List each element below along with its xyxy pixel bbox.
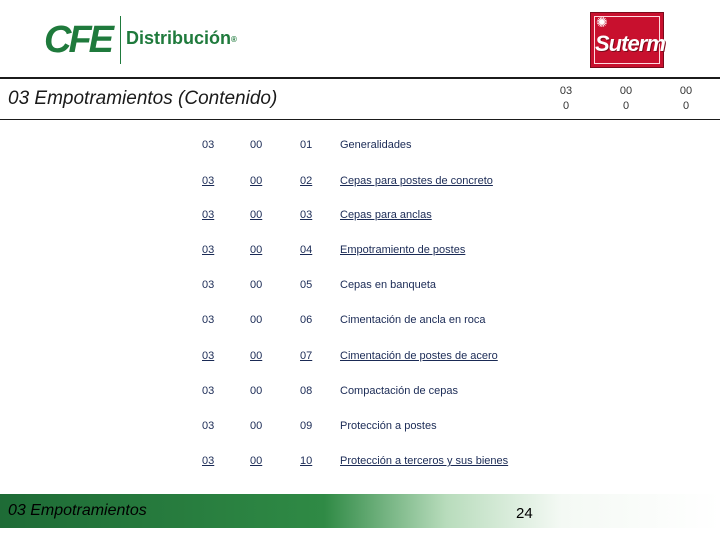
cfe-subtitle-text: Distribución [126,28,232,48]
row-code-3: 06 [300,314,313,326]
row-code-2[interactable]: 00 [250,209,263,221]
header-rule-top [0,77,720,79]
row-code-3[interactable]: 03 [300,209,313,221]
row-link[interactable]: Cepas para postes de concreto [340,175,493,187]
row-code-3: 05 [300,279,313,291]
page-title: 03 Empotramientos (Contenido) [8,88,278,109]
row-code-2: 00 [250,385,263,397]
row-label: Protección a postes [340,420,437,432]
row-code-1[interactable]: 03 [202,244,215,256]
suterm-wordmark: Suterm [595,31,665,56]
footer-bar [0,494,720,528]
row-label: Cimentación de ancla en roca [340,314,486,326]
row-code-1: 03 [202,139,215,151]
row-link[interactable]: Cepas para anclas [340,209,432,221]
row-code-3: 09 [300,420,313,432]
row-code-1[interactable]: 03 [202,209,215,221]
row-link[interactable]: Cimentación de postes de acero [340,350,498,362]
row-code-1: 03 [202,314,215,326]
row-code-2[interactable]: 00 [250,350,263,362]
cfe-subtitle [126,28,237,49]
row-label: Cepas en banqueta [340,279,437,291]
row-code-2[interactable]: 00 [250,455,263,467]
row-label: Compactación de cepas [340,385,459,397]
row-link[interactable]: Protección a terceros y sus bienes [340,455,509,467]
row-code-2[interactable]: 00 [250,175,263,187]
gear-icon: ✺ [596,14,608,30]
row-link[interactable]: Empotramiento de postes [340,244,466,256]
suterm-logo [590,12,664,68]
code-bottom-3: 0 [682,100,690,112]
row-code-2: 00 [250,314,263,326]
footer-title: 03 Empotramientos [8,502,147,519]
row-code-3: 08 [300,385,313,397]
cfe-logo [44,14,244,64]
cfe-logo-divider [120,16,121,64]
row-code-1[interactable]: 03 [202,350,215,362]
row-code-3[interactable]: 07 [300,350,313,362]
row-code-2: 00 [250,420,263,432]
code-top-1: 03 [559,85,573,97]
row-code-1: 03 [202,385,215,397]
page-number: 24 [516,505,533,522]
row-code-1[interactable]: 03 [202,175,215,187]
header-rule-bottom [0,119,720,120]
row-code-1: 03 [202,279,215,291]
row-code-1: 03 [202,420,215,432]
code-top-2: 00 [619,85,633,97]
code-bottom-2: 0 [622,100,630,112]
row-code-3[interactable]: 02 [300,175,313,187]
row-code-3: 01 [300,139,313,151]
row-code-2: 00 [250,279,263,291]
cfe-mark: CFE [44,19,111,61]
row-code-3[interactable]: 04 [300,244,313,256]
code-top-3: 00 [679,85,693,97]
row-label: Generalidades [340,139,412,151]
row-code-2: 00 [250,139,263,151]
code-bottom-1: 0 [562,100,570,112]
row-code-3[interactable]: 10 [300,455,313,467]
registered-mark: ® [231,34,237,44]
row-code-1[interactable]: 03 [202,455,215,467]
row-code-2[interactable]: 00 [250,244,263,256]
